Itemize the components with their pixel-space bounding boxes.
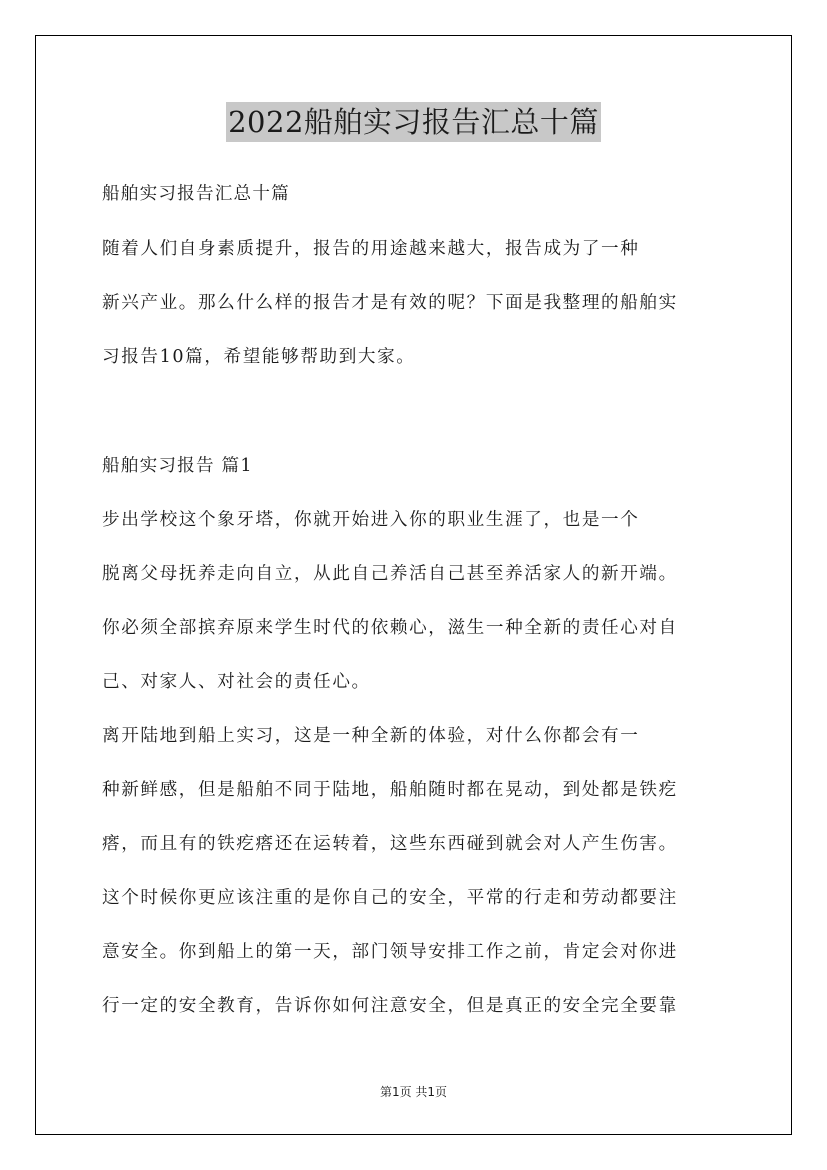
body-paragraph-line: 己、对家人、对社会的责任心。 xyxy=(102,672,371,692)
document-title-text: 2022船舶实习报告汇总十篇 xyxy=(226,102,601,142)
body-paragraph-line: 行一定的安全教育，告诉你如何注意安全，但是真正的安全完全要靠 xyxy=(102,996,678,1016)
body-paragraph-line: 步出学校这个象牙塔，你就开始进入你的职业生涯了，也是一个 xyxy=(102,510,640,530)
page-number-footer: 第1页 共1页 xyxy=(379,1085,448,1099)
intro-paragraph-line: 随着人们自身素质提升，报告的用途越来越大，报告成为了一种 xyxy=(102,239,640,259)
body-paragraph-line: 你必须全部摈弃原来学生时代的依赖心，滋生一种全新的责任心对自 xyxy=(102,618,678,638)
body-paragraph-line: 脱离父母抚养走向自立，从此自己养活自己甚至养活家人的新开端。 xyxy=(102,564,678,584)
intro-paragraph-line: 新兴产业。那么什么样的报告才是有效的呢？下面是我整理的船舶实 xyxy=(102,293,678,313)
intro-paragraph-line: 习报告10篇，希望能够帮助到大家。 xyxy=(102,347,416,367)
body-paragraph-line: 瘩，而且有的铁疙瘩还在运转着，这些东西碰到就会对人产生伤害。 xyxy=(102,834,678,854)
body-paragraph-line: 意安全。你到船上的第一天，部门领导安排工作之前，肯定会对你进 xyxy=(102,942,678,962)
document-title xyxy=(0,102,827,142)
body-paragraph-line: 离开陆地到船上实习，这是一种全新的体验，对什么你都会有一 xyxy=(102,726,640,746)
body-paragraph-line: 这个时候你更应该注重的是你自己的安全，平常的行走和劳动都要注 xyxy=(102,888,678,908)
body-paragraph-line: 种新鲜感，但是船舶不同于陆地，船舶随时都在晃动，到处都是铁疙 xyxy=(102,780,678,800)
section-heading-1: 船舶实习报告 篇1 xyxy=(102,456,253,476)
intro-heading: 船舶实习报告汇总十篇 xyxy=(102,184,290,204)
